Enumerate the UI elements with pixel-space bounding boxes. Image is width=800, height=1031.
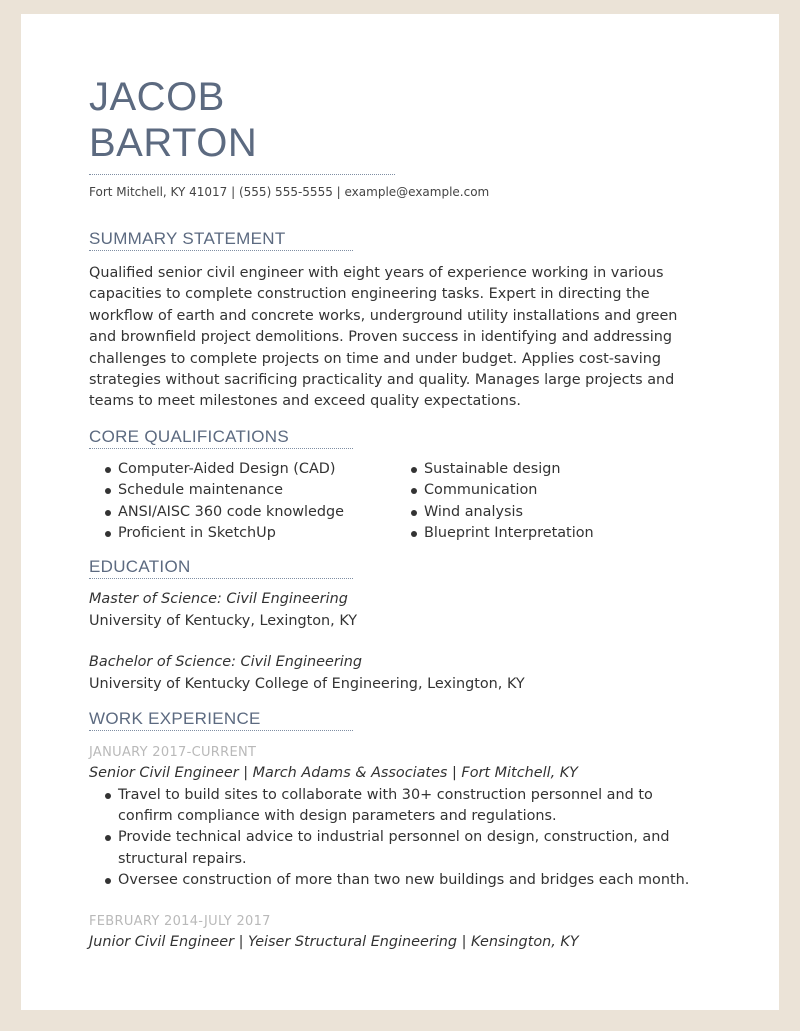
job-bullet: Travel to build sites to collaborate with 30+ construction personnel and to confirm compliance with design parameters and regulations.: [89, 785, 701, 828]
job-entry: [89, 743, 709, 891]
qualification-item: Wind analysis: [395, 502, 594, 523]
job-dates: JANUARY 2017-CURRENT: [89, 745, 257, 761]
education-entry: [89, 652, 709, 695]
school: University of Kentucky College of Engineering, Lexington, KY: [89, 675, 525, 692]
qualification-item: Sustainable design: [395, 459, 594, 480]
degree: Bachelor of Science: Civil Engineering: [89, 654, 363, 671]
qualifications-left-column: [89, 459, 395, 545]
qualification-item: Computer-Aided Design (CAD): [89, 459, 395, 480]
qualification-item: Communication: [395, 480, 594, 501]
education-heading: EDUCATION: [89, 557, 191, 577]
job-bullet: Oversee construction of more than two new buildings and bridges each month.: [89, 870, 701, 891]
qualification-item: ANSI/AISC 360 code knowledge: [89, 502, 395, 523]
resume-page: [21, 14, 779, 1010]
last-name: BARTON: [89, 121, 258, 165]
qualification-item: Proficient in SketchUp: [89, 523, 395, 544]
job-title: Junior Civil Engineer | Yeiser Structural Engineering | Kensington, KY: [89, 933, 579, 950]
qualification-item: Schedule maintenance: [89, 480, 395, 501]
work-heading: WORK EXPERIENCE: [89, 709, 261, 729]
degree: Master of Science: Civil Engineering: [89, 591, 348, 608]
education-section: [89, 557, 709, 695]
qualifications-right-column: [395, 459, 594, 545]
qualifications-divider: [89, 448, 353, 449]
qualifications-list: [89, 459, 709, 545]
qualification-item: Blueprint Interpretation: [395, 523, 594, 544]
summary-section: [89, 229, 709, 413]
school: University of Kentucky, Lexington, KY: [89, 612, 358, 629]
job-entry: [89, 912, 709, 953]
first-name: JACOB: [89, 75, 225, 119]
summary-heading: SUMMARY STATEMENT: [89, 229, 286, 248]
education-entry: [89, 589, 709, 632]
qualifications-heading: CORE QUALIFICATIONS: [89, 426, 289, 446]
summary-divider: [89, 250, 353, 251]
work-section: [89, 709, 709, 953]
job-bullets: [89, 785, 701, 892]
qualifications-section: [89, 427, 709, 545]
job-bullet: Provide technical advice to industrial personnel on design, construction, and structural repairs.: [89, 827, 701, 870]
name-divider: [89, 174, 395, 175]
education-divider: [89, 578, 353, 579]
summary-text: Qualified senior civil engineer with eight years of experience working in various capacities to complete construction engineering tasks. Expert in directing the workflow of earth and concrete works, underground utility installations and green and brownfield project demolitions. Proven success in identifying and addressing challenges to complete projects on time and under budget. Applies cost-saving strategies without sacrificing practicality and quality. Manages large projects and teams to meet milestones and exceed quality expectations.: [89, 265, 678, 410]
job-dates: FEBRUARY 2014-JULY 2017: [89, 913, 271, 929]
contact-line: Fort Mitchell, KY 41017 | (555) 555-5555 | example@example.com: [89, 185, 490, 199]
work-divider: [89, 730, 353, 731]
job-title: Senior Civil Engineer | March Adams & Associates | Fort Mitchell, KY: [89, 765, 578, 782]
